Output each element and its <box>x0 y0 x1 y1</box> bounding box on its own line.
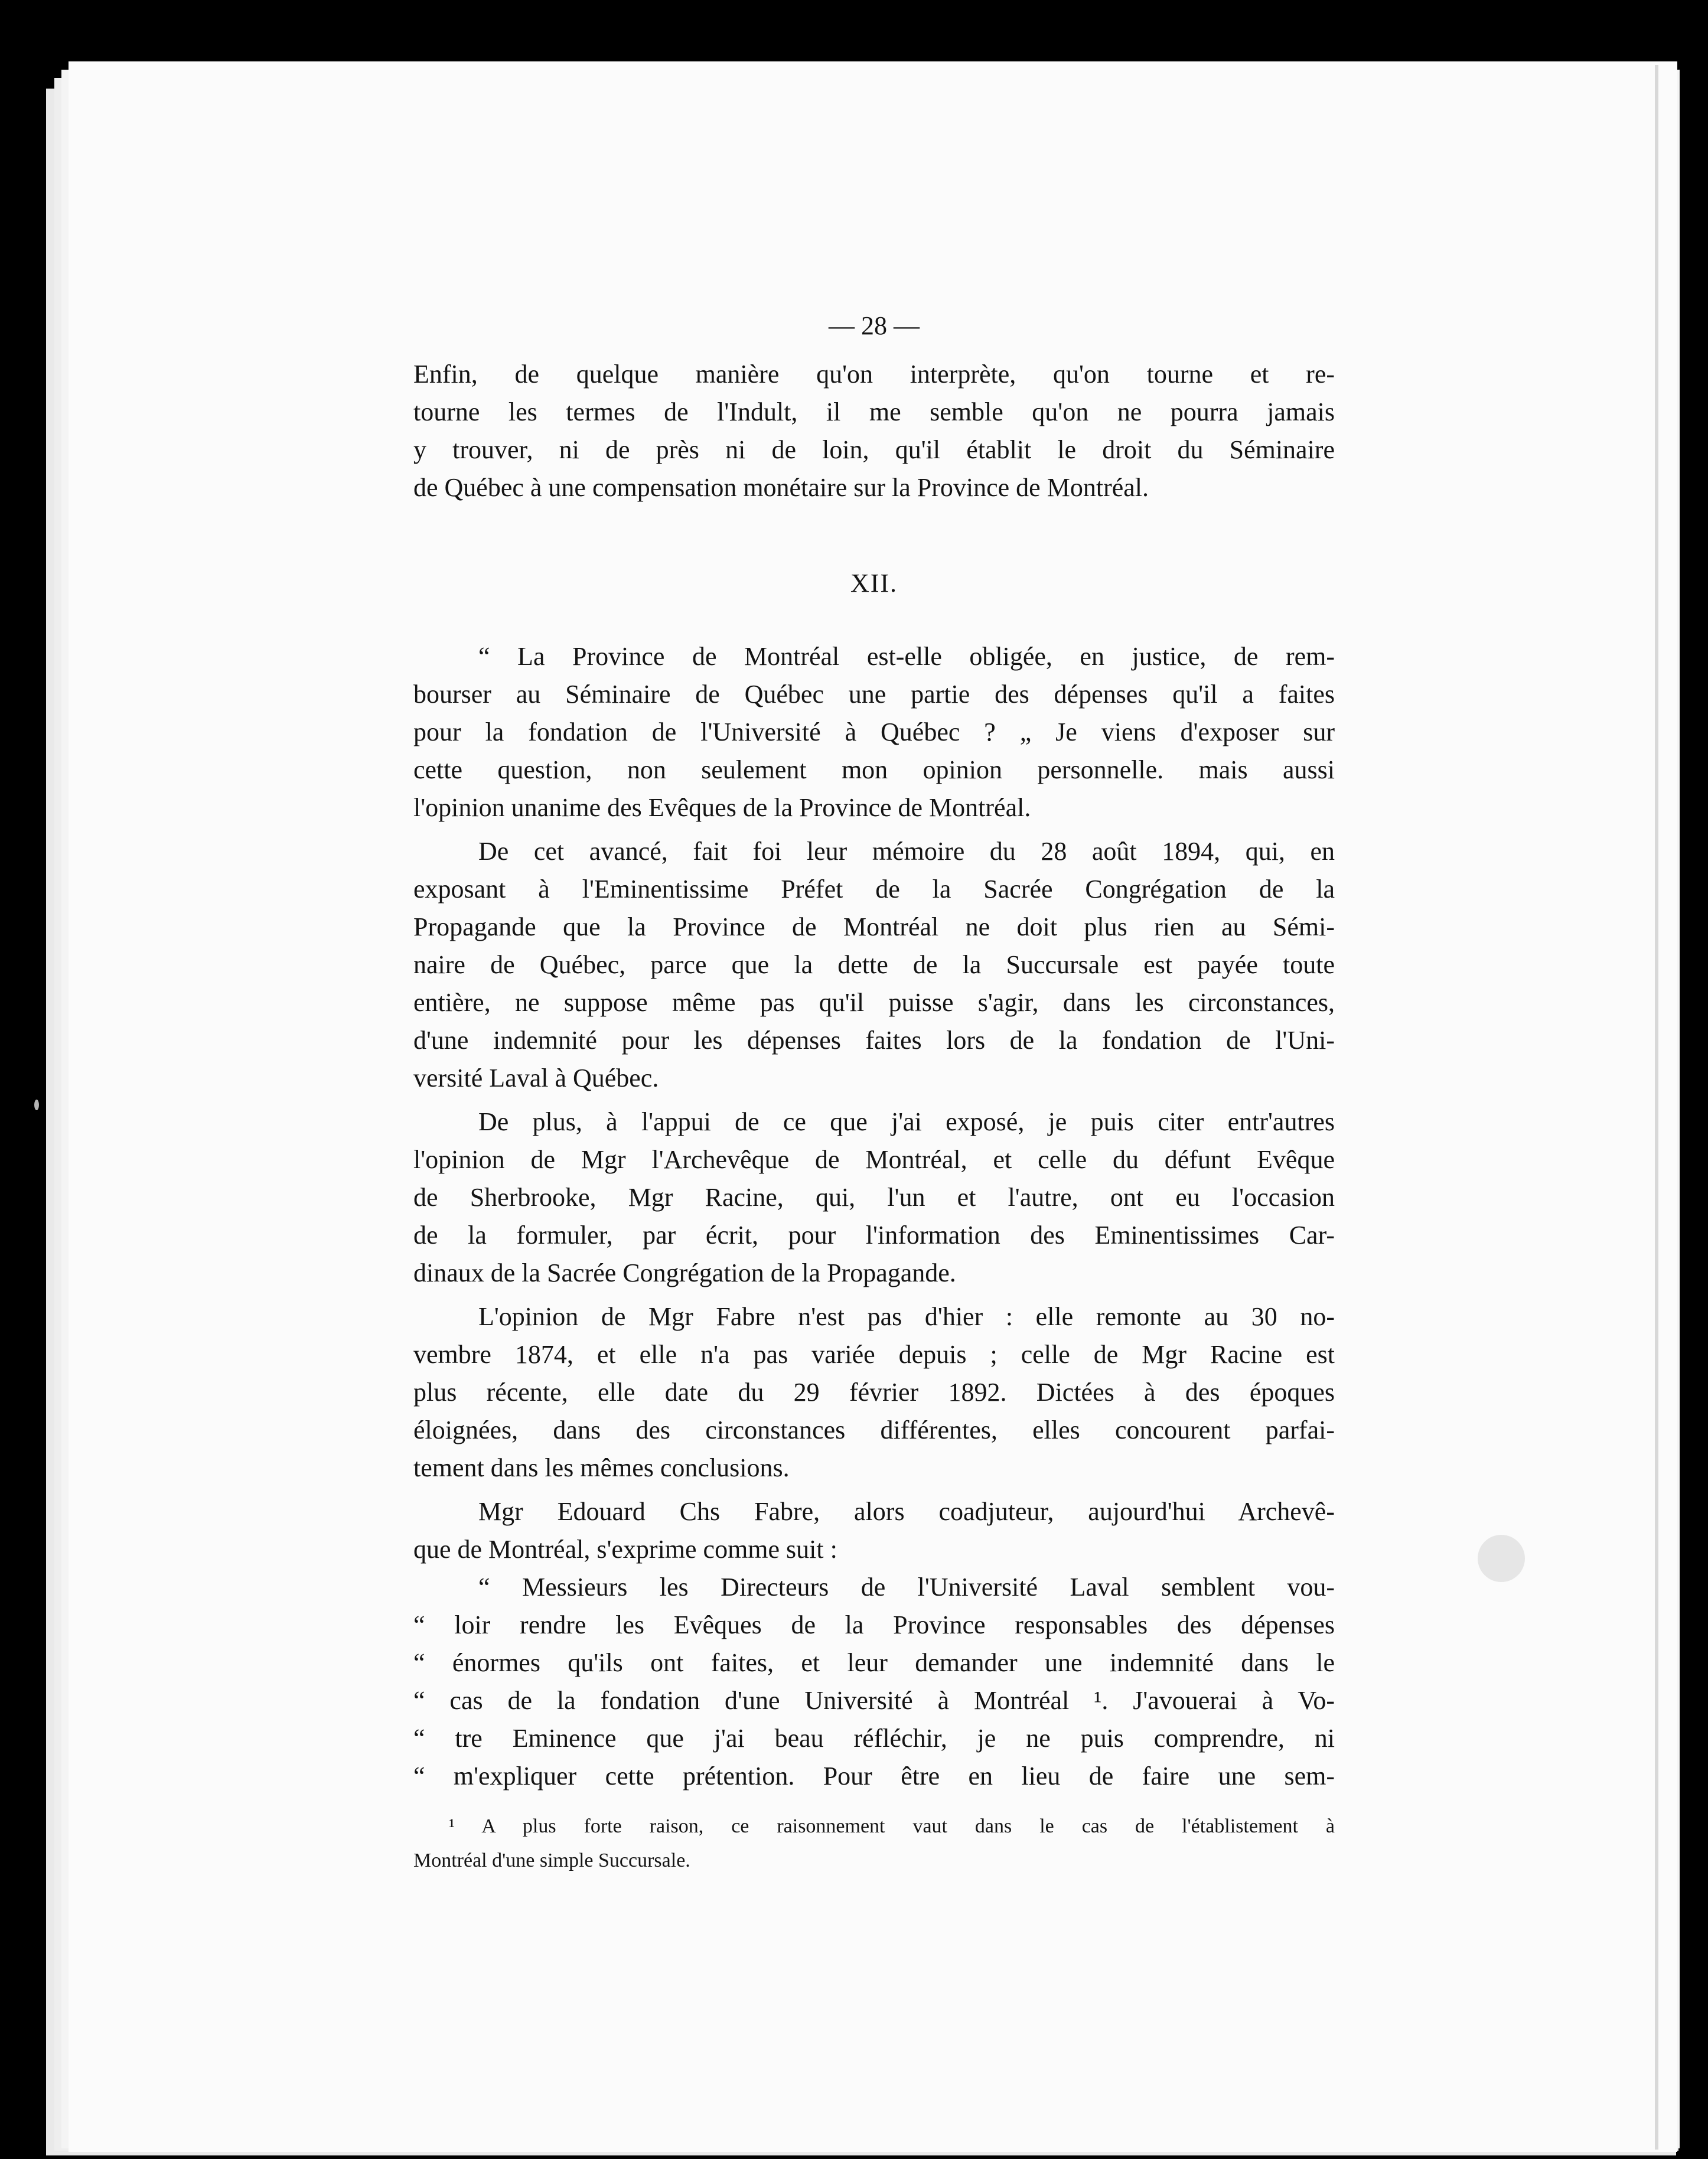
footnote <box>413 1809 1335 1878</box>
text-line: l'opinion de Mgr l'Archevêque de Montréal, et celle du défunt Evêque <box>413 1145 1335 1174</box>
scan-speck <box>34 1100 39 1110</box>
text-line: tourne les termes de l'Indult, il me semble qu'on ne pourra jamais <box>413 397 1335 426</box>
text-line: Propagande que la Province de Montréal ne doit plus rien au Sémi- <box>413 912 1335 941</box>
text-line: que de Montréal, s'exprime comme suit : <box>413 1535 837 1564</box>
text-line: Mgr Edouard Chs Fabre, alors coadjuteur, aujourd'hui Archevê- <box>478 1497 1335 1526</box>
text-line: l'opinion unanime des Evêques de la Province de Montréal. <box>413 793 1031 822</box>
text-line: pour la fondation de l'Université à Québec ? „ Je viens d'exposer sur <box>413 718 1335 746</box>
text-line: plus récente, elle date du 29 février 1892. Dictées à des époques <box>413 1378 1335 1407</box>
text-line: entière, ne suppose même pas qu'il puisse s'agir, dans les circonstances, <box>413 988 1335 1017</box>
paragraph-4 <box>413 1103 1335 1292</box>
text-line: “ m'expliquer cette prétention. Pour être en lieu de faire une sem- <box>413 1762 1335 1791</box>
page-fold-line <box>1655 65 1658 2150</box>
paragraph-5 <box>413 1298 1335 1487</box>
scan-speck <box>1478 1535 1525 1582</box>
page-text <box>413 307 1335 1878</box>
text-line: de la formuler, par écrit, pour l'information des Eminentissimes Car- <box>413 1221 1335 1250</box>
text-line: bourser au Séminaire de Québec une partie des dépenses qu'il a faites <box>413 680 1335 709</box>
text-line: Enfin, de quelque manière qu'on interprète, qu'on tourne et re- <box>413 360 1335 389</box>
text-line: exposant à l'Eminentissime Préfet de la Sacrée Congrégation de la <box>413 875 1335 904</box>
paragraph-3 <box>413 833 1335 1097</box>
text-line: de Sherbrooke, Mgr Racine, qui, l'un et l'autre, ont eu l'occasion <box>413 1183 1335 1212</box>
section-heading: XII. <box>850 569 898 598</box>
footnote-line: ¹ A plus forte raison, ce raisonnement vaut dans le cas de l'établistement à <box>449 1815 1335 1837</box>
text-line: vembre 1874, et elle n'a pas variée depuis ; celle de Mgr Racine est <box>413 1340 1335 1369</box>
quotation <box>413 1568 1335 1795</box>
paragraph-2 <box>413 638 1335 827</box>
text-line: tement dans les mêmes conclusions. <box>413 1453 790 1482</box>
paragraph-6 <box>413 1493 1335 1568</box>
text-line: naire de Québec, parce que la dette de la Succursale est payée toute <box>413 950 1335 979</box>
text-line: y trouver, ni de près ni de loin, qu'il établit le droit du Séminaire <box>413 435 1335 464</box>
text-line: dinaux de la Sacrée Congrégation de la Propagande. <box>413 1258 956 1287</box>
text-line: versité Laval à Québec. <box>413 1064 659 1092</box>
text-line: cette question, non seulement mon opinion personnelle. mais aussi <box>413 755 1335 784</box>
text-line: L'opinion de Mgr Fabre n'est pas d'hier : elle remonte au 30 no- <box>478 1302 1335 1331</box>
text-line: “ cas de la fondation d'une Université à Montréal ¹. J'avouerai à Vo- <box>413 1686 1335 1715</box>
paragraph-1 <box>413 356 1335 507</box>
page-number: — 28 — <box>829 311 920 340</box>
text-line: De cet avancé, fait foi leur mémoire du 28 août 1894, qui, en <box>478 837 1335 866</box>
footnote-line: Montréal d'une simple Succursale. <box>413 1850 690 1871</box>
text-line: de Québec à une compensation monétaire sur la Province de Montréal. <box>413 473 1149 502</box>
text-line: éloignées, dans des circonstances différentes, elles concourent parfai- <box>413 1416 1335 1444</box>
text-line: “ énormes qu'ils ont faites, et leur demander une indemnité dans le <box>413 1648 1335 1677</box>
text-line: De plus, à l'appui de ce que j'ai exposé, je puis citer entr'autres <box>478 1107 1335 1136</box>
text-line: d'une indemnité pour les dépenses faites lors de la fondation de l'Uni- <box>413 1026 1335 1055</box>
text-line: “ Messieurs les Directeurs de l'Université Laval semblent vou- <box>478 1573 1335 1602</box>
text-line: “ loir rendre les Evêques de la Province responsables des dépenses <box>413 1610 1335 1639</box>
text-line: “ tre Eminence que j'ai beau réfléchir, je ne puis comprendre, ni <box>413 1724 1335 1753</box>
text-line: “ La Province de Montréal est-elle obligée, en justice, de rem- <box>478 642 1335 671</box>
